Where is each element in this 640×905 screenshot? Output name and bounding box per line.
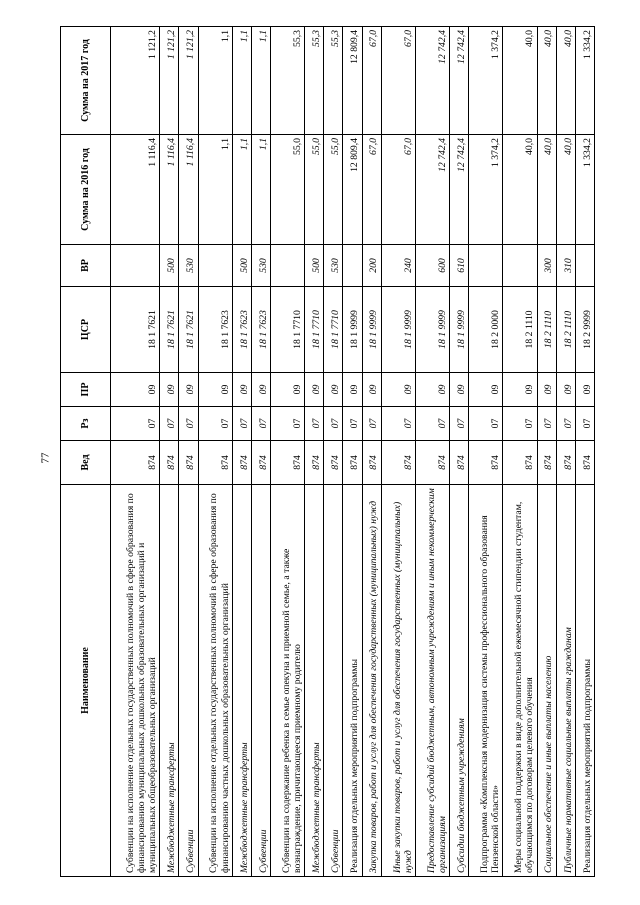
cell-sum-2016: 55,0	[324, 135, 343, 245]
table-row	[469, 27, 503, 877]
cell-rz: 07	[270, 407, 304, 441]
cell-sum-2016: 67,0	[362, 135, 381, 245]
cell-vr: 530	[324, 245, 343, 287]
cell-vr	[343, 245, 362, 287]
table-row	[537, 27, 556, 877]
cell-vr	[469, 245, 503, 287]
cell-csr: 18 1 7623	[251, 287, 270, 373]
cell-name: Субвенции на исполнение отдельных государственных полномочий в сфере образования по финансированию муниципальных дошкольных образовательных организаций и муниципальных общеобразовательных организаций	[111, 485, 160, 877]
cell-name: Субсидии бюджетным учреждениям	[450, 485, 469, 877]
cell-rz: 07	[179, 407, 198, 441]
cell-sum-2016: 40,0	[537, 135, 556, 245]
cell-name: Субвенции	[251, 485, 270, 877]
table-row	[160, 27, 179, 877]
cell-ved: 874	[343, 441, 362, 485]
table-row	[179, 27, 198, 877]
cell-pr: 09	[160, 373, 179, 407]
cell-csr: 18 1 9999	[343, 287, 362, 373]
cell-name: Иные закупки товаров, работ и услуг для обеспечения государственных (муниципальных) нужд	[381, 485, 415, 877]
cell-sum-2017: 1 121,2	[179, 27, 198, 135]
cell-ved: 874	[537, 441, 556, 485]
cell-pr: 09	[251, 373, 270, 407]
cell-vr	[575, 245, 594, 287]
cell-pr: 09	[324, 373, 343, 407]
cell-pr: 09	[111, 373, 160, 407]
cell-csr: 18 2 1110	[503, 287, 537, 373]
cell-csr: 18 2 1110	[537, 287, 556, 373]
cell-name: Предоставление субсидий бюджетным, автономным учреждениям и иным некоммерческим организациям	[415, 485, 449, 877]
cell-sum-2016: 12 742,4	[450, 135, 469, 245]
table-row	[415, 27, 449, 877]
cell-sum-2016: 1 334,2	[575, 135, 594, 245]
table-row	[111, 27, 160, 877]
cell-ved: 874	[305, 441, 324, 485]
cell-sum-2016: 55,0	[270, 135, 304, 245]
header-sum-2017: Сумма на 2017 год	[61, 27, 111, 135]
table-row	[251, 27, 270, 877]
cell-sum-2017: 1 121,2	[160, 27, 179, 135]
cell-sum-2017: 55,3	[270, 27, 304, 135]
header-pr: ПР	[61, 373, 111, 407]
cell-name: Субвенции на содержание ребенка в семье опекуна и приемной семье, а также вознаграждение, причитающееся приемному родителю	[270, 485, 304, 877]
table-row	[198, 27, 232, 877]
cell-rz: 07	[362, 407, 381, 441]
cell-rz: 07	[503, 407, 537, 441]
cell-csr: 18 1 9999	[415, 287, 449, 373]
cell-rz: 07	[343, 407, 362, 441]
cell-rz: 07	[469, 407, 503, 441]
table-row	[232, 27, 251, 877]
cell-sum-2017: 40,0	[556, 27, 575, 135]
cell-rz: 07	[111, 407, 160, 441]
header-ved: Вед	[61, 441, 111, 485]
cell-sum-2016: 12 742,4	[415, 135, 449, 245]
cell-ved: 874	[575, 441, 594, 485]
cell-csr: 18 1 7710	[305, 287, 324, 373]
cell-sum-2016: 1 116,4	[160, 135, 179, 245]
cell-vr: 500	[232, 245, 251, 287]
cell-sum-2017: 12 809,4	[343, 27, 362, 135]
cell-rz: 07	[251, 407, 270, 441]
cell-sum-2016: 1,1	[232, 135, 251, 245]
cell-name: Субвенции	[324, 485, 343, 877]
cell-ved: 874	[111, 441, 160, 485]
cell-sum-2016: 1 116,4	[179, 135, 198, 245]
table-row	[556, 27, 575, 877]
header-csr: ЦСР	[61, 287, 111, 373]
cell-pr: 09	[343, 373, 362, 407]
cell-name: Закупка товаров, работ и услуг для обеспечения государственных (муниципальных) нужд	[362, 485, 381, 877]
cell-csr: 18 1 9999	[381, 287, 415, 373]
cell-csr: 18 1 9999	[362, 287, 381, 373]
cell-sum-2017: 40,0	[503, 27, 537, 135]
cell-sum-2017: 1 374,2	[469, 27, 503, 135]
cell-vr: 600	[415, 245, 449, 287]
cell-rz: 07	[160, 407, 179, 441]
cell-name: Субвенции	[179, 485, 198, 877]
cell-csr: 18 1 7621	[111, 287, 160, 373]
cell-sum-2017: 12 742,4	[415, 27, 449, 135]
cell-pr: 09	[232, 373, 251, 407]
cell-ved: 874	[324, 441, 343, 485]
cell-pr: 09	[362, 373, 381, 407]
cell-csr: 18 1 7623	[232, 287, 251, 373]
cell-sum-2016: 12 809,4	[343, 135, 362, 245]
header-row	[61, 27, 111, 877]
cell-vr: 530	[179, 245, 198, 287]
cell-ved: 874	[556, 441, 575, 485]
cell-vr: 500	[160, 245, 179, 287]
cell-sum-2017: 1,1	[251, 27, 270, 135]
cell-sum-2017: 12 742,4	[450, 27, 469, 135]
cell-vr: 200	[362, 245, 381, 287]
cell-sum-2017: 67,0	[381, 27, 415, 135]
cell-sum-2017: 67,0	[362, 27, 381, 135]
header-sum-2016: Сумма на 2016 год	[61, 135, 111, 245]
cell-vr	[111, 245, 160, 287]
cell-vr: 310	[556, 245, 575, 287]
cell-pr: 09	[179, 373, 198, 407]
cell-csr: 18 1 9999	[450, 287, 469, 373]
cell-sum-2016: 55,0	[305, 135, 324, 245]
cell-sum-2017: 1,1	[232, 27, 251, 135]
cell-pr: 09	[556, 373, 575, 407]
cell-name: Межбюджетные трансферты	[160, 485, 179, 877]
cell-csr: 18 1 7710	[324, 287, 343, 373]
cell-rz: 07	[415, 407, 449, 441]
cell-vr	[270, 245, 304, 287]
cell-sum-2016: 1,1	[198, 135, 232, 245]
cell-pr: 09	[305, 373, 324, 407]
cell-csr: 18 2 9999	[575, 287, 594, 373]
cell-csr: 18 2 1110	[556, 287, 575, 373]
cell-ved: 874	[415, 441, 449, 485]
cell-vr	[198, 245, 232, 287]
cell-sum-2016: 1 374,2	[469, 135, 503, 245]
cell-pr: 09	[381, 373, 415, 407]
cell-csr: 18 1 7710	[270, 287, 304, 373]
table-body	[111, 27, 595, 877]
cell-rz: 07	[198, 407, 232, 441]
cell-name: Субвенции на исполнение отдельных государственных полномочий в сфере образования по финансированию частных дошкольных образовательных организаций	[198, 485, 232, 877]
cell-vr: 530	[251, 245, 270, 287]
cell-sum-2017: 1,1	[198, 27, 232, 135]
cell-sum-2016: 40,0	[556, 135, 575, 245]
cell-csr: 18 1 7623	[198, 287, 232, 373]
cell-ved: 874	[232, 441, 251, 485]
cell-vr	[503, 245, 537, 287]
cell-ved: 874	[362, 441, 381, 485]
table-row	[324, 27, 343, 877]
cell-pr: 09	[270, 373, 304, 407]
cell-rz: 07	[381, 407, 415, 441]
cell-rz: 07	[556, 407, 575, 441]
cell-pr: 09	[450, 373, 469, 407]
cell-sum-2017: 1 121,2	[111, 27, 160, 135]
table-row	[305, 27, 324, 877]
cell-name: Социальное обеспечение и иные выплаты населению	[537, 485, 556, 877]
cell-pr: 09	[198, 373, 232, 407]
cell-name: Публичные нормативные социальные выплаты гражданам	[556, 485, 575, 877]
cell-rz: 07	[324, 407, 343, 441]
cell-name: Межбюджетные трансферты	[305, 485, 324, 877]
cell-pr: 09	[537, 373, 556, 407]
table-row	[575, 27, 594, 877]
cell-sum-2016: 1,1	[251, 135, 270, 245]
cell-rz: 07	[305, 407, 324, 441]
cell-name: Подпрограмма «Комплексная модернизация системы профессионального образования Пензенской области»	[469, 485, 503, 877]
cell-pr: 09	[415, 373, 449, 407]
cell-name: Реализация отдельных мероприятий подпрограммы	[343, 485, 362, 877]
table-row	[381, 27, 415, 877]
cell-vr: 500	[305, 245, 324, 287]
cell-pr: 09	[469, 373, 503, 407]
cell-rz: 07	[537, 407, 556, 441]
cell-name: Меры социальной поддержки в виде дополнительной ежемесячной стипендии студентам, обучающимся по договорам целевого обучения	[503, 485, 537, 877]
cell-ved: 874	[469, 441, 503, 485]
cell-rz: 07	[232, 407, 251, 441]
table-row	[503, 27, 537, 877]
cell-sum-2017: 55,3	[324, 27, 343, 135]
cell-sum-2016: 40,0	[503, 135, 537, 245]
cell-ved: 874	[160, 441, 179, 485]
cell-sum-2017: 40,0	[537, 27, 556, 135]
cell-ved: 874	[381, 441, 415, 485]
rotated-page	[60, 27, 595, 877]
cell-pr: 09	[575, 373, 594, 407]
cell-csr: 18 2 0000	[469, 287, 503, 373]
cell-name: Межбюджетные трансферты	[232, 485, 251, 877]
cell-sum-2017: 1 334,2	[575, 27, 594, 135]
cell-csr: 18 1 7621	[160, 287, 179, 373]
cell-rz: 07	[450, 407, 469, 441]
cell-sum-2017: 55,3	[305, 27, 324, 135]
cell-ved: 874	[503, 441, 537, 485]
header-rz: Рз	[61, 407, 111, 441]
cell-pr: 09	[503, 373, 537, 407]
header-vr: ВР	[61, 245, 111, 287]
cell-ved: 874	[450, 441, 469, 485]
header-name: Наименование	[61, 485, 111, 877]
cell-vr: 240	[381, 245, 415, 287]
cell-sum-2016: 1 116,4	[111, 135, 160, 245]
table-row	[450, 27, 469, 877]
cell-ved: 874	[251, 441, 270, 485]
page-number: 77	[39, 452, 52, 464]
cell-sum-2016: 67,0	[381, 135, 415, 245]
cell-rz: 07	[575, 407, 594, 441]
cell-vr: 300	[537, 245, 556, 287]
cell-ved: 874	[270, 441, 304, 485]
cell-vr: 610	[450, 245, 469, 287]
cell-csr: 18 1 7621	[179, 287, 198, 373]
table-row	[270, 27, 304, 877]
cell-ved: 874	[198, 441, 232, 485]
budget-table	[60, 26, 595, 877]
cell-ved: 874	[179, 441, 198, 485]
cell-name: Реализация отдельных мероприятий подпрограммы	[575, 485, 594, 877]
table-row	[343, 27, 362, 877]
table-row	[362, 27, 381, 877]
